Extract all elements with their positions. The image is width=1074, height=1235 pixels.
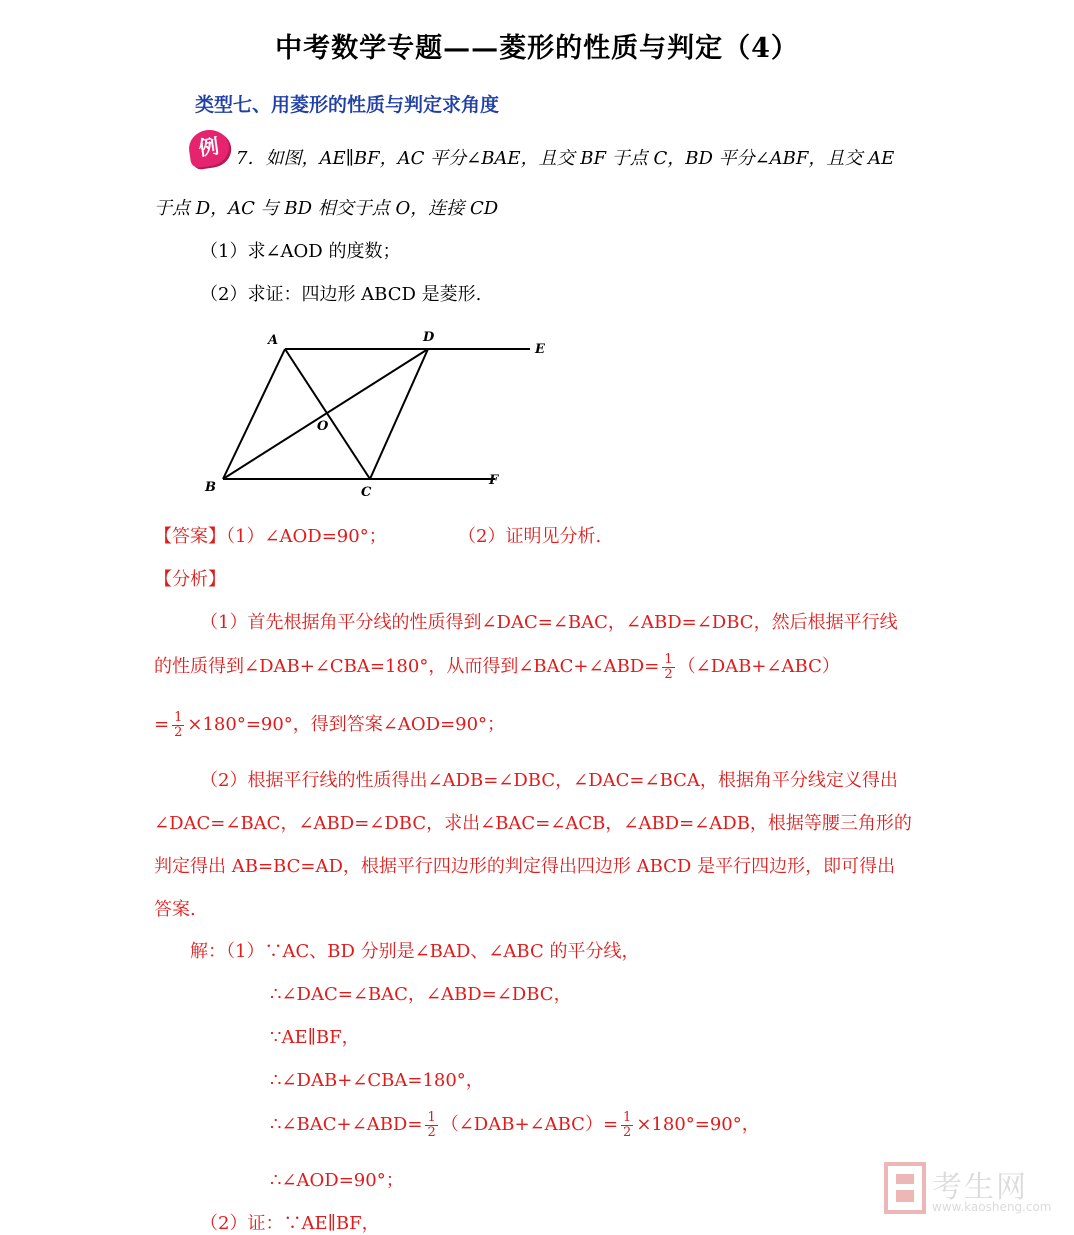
label-D: D (423, 330, 435, 345)
analysis-p1-line2b: （∠DAB+∠ABC） (677, 656, 840, 677)
watermark-url: www.kaosheng.com (932, 1200, 1052, 1214)
fraction-half: $\frac{1}{2}$ (427, 1109, 436, 1140)
analysis-p1-line3a: = (154, 714, 170, 735)
answer-line (154, 522, 387, 548)
solution-line-3: ∵AE∥BF， (270, 1027, 360, 1048)
analysis-p2-line2: ∠DAC=∠BAC，∠ABD=∠DBC，求出∠BAC=∠ACB，∠ABD=∠ADB，根据等腰三角形的 (154, 813, 912, 834)
answer-part-1: （1）∠AOD=90°； (226, 526, 387, 547)
rhombus-figure (190, 320, 570, 510)
analysis-p1-line3 (154, 710, 505, 740)
section-heading: 类型七、用菱形的性质与判定求角度 (195, 94, 500, 116)
analysis-p2-line3: 判定得出 AB=BC=AD，根据平行四边形的判定得出四边形 ABCD 是平行四边形，即可得出 (154, 856, 896, 877)
fraction-half: $\frac{1}{2}$ (664, 651, 673, 682)
analysis-p1-line1: （1）首先根据角平分线的性质得到∠DAC=∠BAC，∠ABD=∠DBC，然后根据平行线 (200, 612, 898, 633)
solution-line-5b: （∠DAB+∠ABC）= (440, 1114, 619, 1135)
fraction-half: $\frac{1}{2}$ (623, 1109, 632, 1140)
solution-line-7: （2）证：∵AE∥BF， (200, 1213, 380, 1234)
example-badge-icon: 例 (187, 127, 232, 168)
analysis-p1-line2a: 的性质得到∠DAB+∠CBA=180°，从而得到∠BAC+∠ABD= (154, 656, 660, 677)
label-E: E (535, 342, 545, 357)
solution-line-6: ∴∠AOD=90°； (270, 1170, 404, 1191)
analysis-p1-line2 (154, 652, 840, 682)
kaosheng-logo-icon (884, 1160, 928, 1216)
page-title: 中考数学专题——菱形的性质与判定（4） (275, 33, 799, 64)
label-F: F (489, 473, 499, 488)
fraction-half: $\frac{1}{2}$ (174, 709, 183, 740)
question-2: （2）求证：四边形 ABCD 是菱形. (200, 284, 482, 305)
watermark-logo (884, 1160, 1054, 1220)
solution-line-5a: ∴∠BAC+∠ABD= (270, 1114, 423, 1135)
problem-line-2: 于点 D，AC 与 BD 相交于点 O，连接 CD (154, 198, 499, 219)
watermark-text: 考生网 (932, 1170, 1028, 1205)
label-B: B (205, 480, 216, 495)
analysis-p1-line3b: ×180°=90°，得到答案∠AOD=90°； (187, 714, 506, 735)
solution-line-4: ∴∠DAB+∠CBA=180°， (270, 1070, 484, 1091)
solution-line-5 (270, 1110, 760, 1140)
problem-line-1: 7．如图，AE∥BF，AC 平分∠BAE，且交 BF 于点 C，BD 平分∠ABF，且交 AE (236, 148, 895, 169)
label-O: O (317, 419, 329, 434)
label-A: A (268, 333, 279, 348)
question-1: （1）求∠AOD 的度数； (200, 241, 401, 262)
answer-part-2: （2）证明见分析. (458, 526, 602, 547)
solution-line-2: ∴∠DAC=∠BAC，∠ABD=∠DBC， (270, 984, 572, 1005)
solution-line-1: 解：（1）∵AC、BD 分别是∠BAD、∠ABC 的平分线， (190, 941, 640, 962)
analysis-label: 【分析】 (154, 569, 226, 590)
answer-label: 【答案】 (154, 526, 226, 547)
solution-line-5c: ×180°=90°， (636, 1114, 760, 1135)
segment-AC (285, 349, 370, 479)
analysis-p2-line1: （2）根据平行线的性质得出∠ADB=∠DBC，∠DAC=∠BCA，根据角平分线定义得出 (200, 770, 898, 791)
label-C: C (361, 485, 372, 500)
analysis-p2-line4: 答案. (154, 899, 196, 920)
